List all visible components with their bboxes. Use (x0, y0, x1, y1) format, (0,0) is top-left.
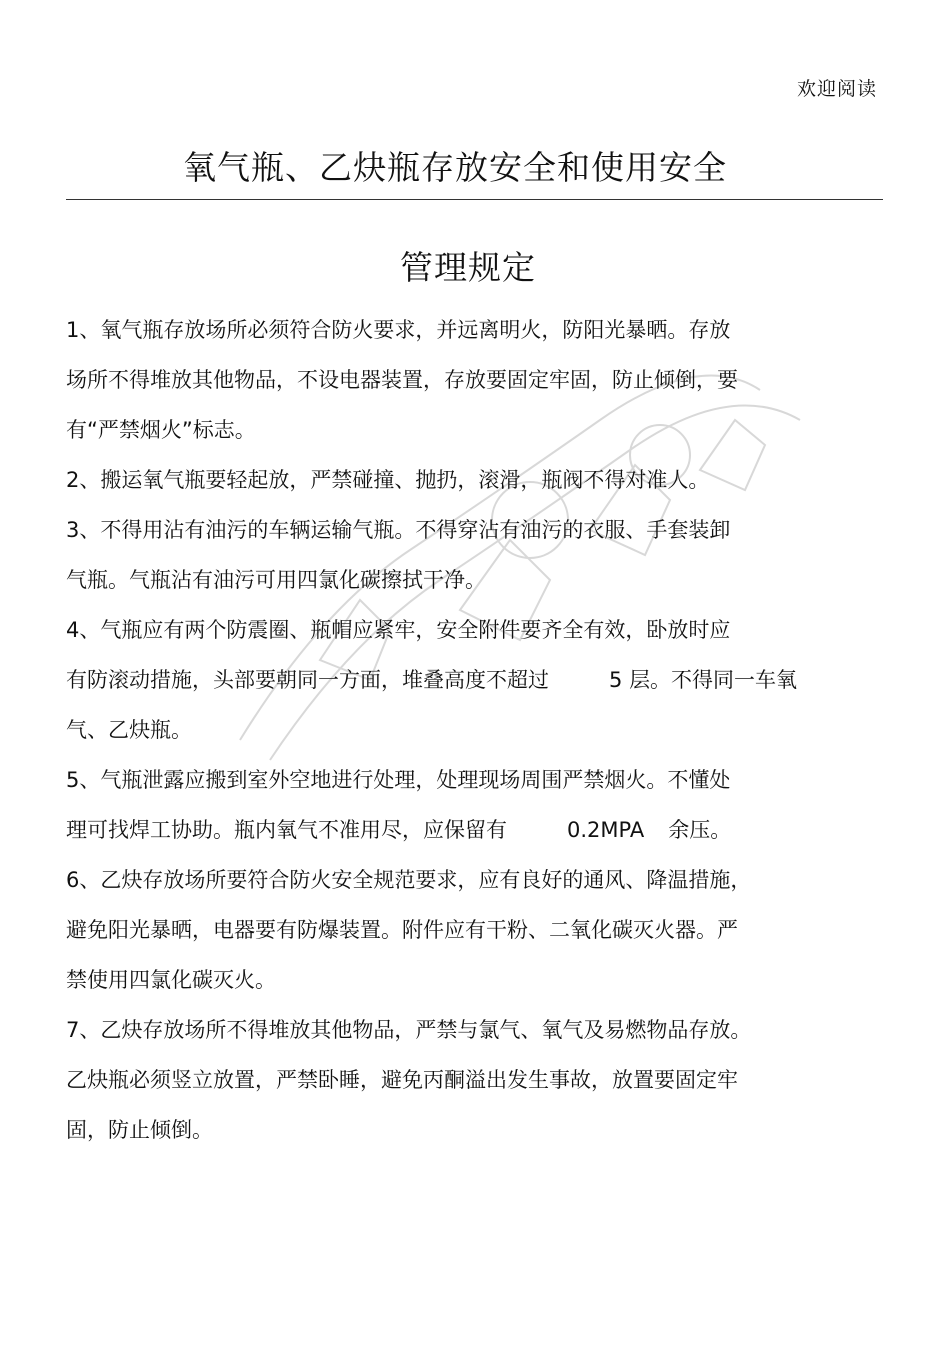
title-divider (66, 199, 883, 200)
document-title: 氧气瓶、乙炔瓶存放安全和使用安全 (183, 148, 727, 187)
text-line: 场所不得堆放其他物品，不设电器装置，存放要固定牢固，防止倾倒，要 (66, 368, 738, 392)
text-line: 禁使用四氯化碳灭火。 (66, 968, 276, 992)
text-line: 气瓶。气瓶沾有油污可用四氯化碳擦拭干净。 (66, 568, 486, 592)
text-line: 气、乙炔瓶。 (66, 718, 192, 742)
text-line (66, 805, 886, 855)
text-line: 固，防止倾倒。 (66, 1118, 213, 1142)
pressure-value: 0.2MPA (567, 818, 645, 842)
text-line: 2、搬运氧气瓶要轻起放，严禁碰撞、抛扔，滚滑，瓶阀不得对准人。 (66, 468, 710, 492)
text-segment: 余压。 (668, 818, 732, 842)
text-line: 3、不得用沾有油污的车辆运输气瓶。不得穿沾有油污的衣服、手套装卸 (66, 518, 731, 542)
text-segment: 层。不得同一车氧 (629, 668, 798, 692)
text-line: 避免阳光暴晒，电器要有防爆装置。附件应有干粉、二氧化碳灭火器。严 (66, 918, 738, 942)
text-line: 乙炔瓶必须竖立放置，严禁卧睡，避免丙酮溢出发生事故，放置要固定牢 (66, 1068, 738, 1092)
text-segment: 理可找焊工协助。瓶内氧气不准用尽，应保留有 (66, 818, 507, 842)
text-line: 有“严禁烟火”标志。 (66, 418, 256, 442)
text-line: 6、乙炔存放场所要符合防火安全规范要求，应有良好的通风、降温措施， (66, 868, 752, 892)
document-subtitle: 管理规定 (400, 248, 536, 287)
text-line (66, 655, 886, 705)
text-line: 5、气瓶泄露应搬到室外空地进行处理，处理现场周围严禁烟火。不懂处 (66, 768, 731, 792)
text-segment: 有防滚动措施，头部要朝同一方面，堆叠高度不超过 (66, 668, 549, 692)
layer-limit-value: 5 (609, 668, 623, 692)
text-line: 7、乙炔存放场所不得堆放其他物品，严禁与氯气、氧气及易燃物品存放。 (66, 1018, 752, 1042)
body-text (66, 305, 886, 1155)
text-line: 4、气瓶应有两个防震圈、瓶帽应紧牢，安全附件要齐全有效，卧放时应 (66, 618, 731, 642)
header-note: 欢迎阅读 (796, 78, 877, 100)
text-line: 1、氧气瓶存放场所必须符合防火要求，并远离明火，防阳光暴晒。存放 (66, 318, 731, 342)
